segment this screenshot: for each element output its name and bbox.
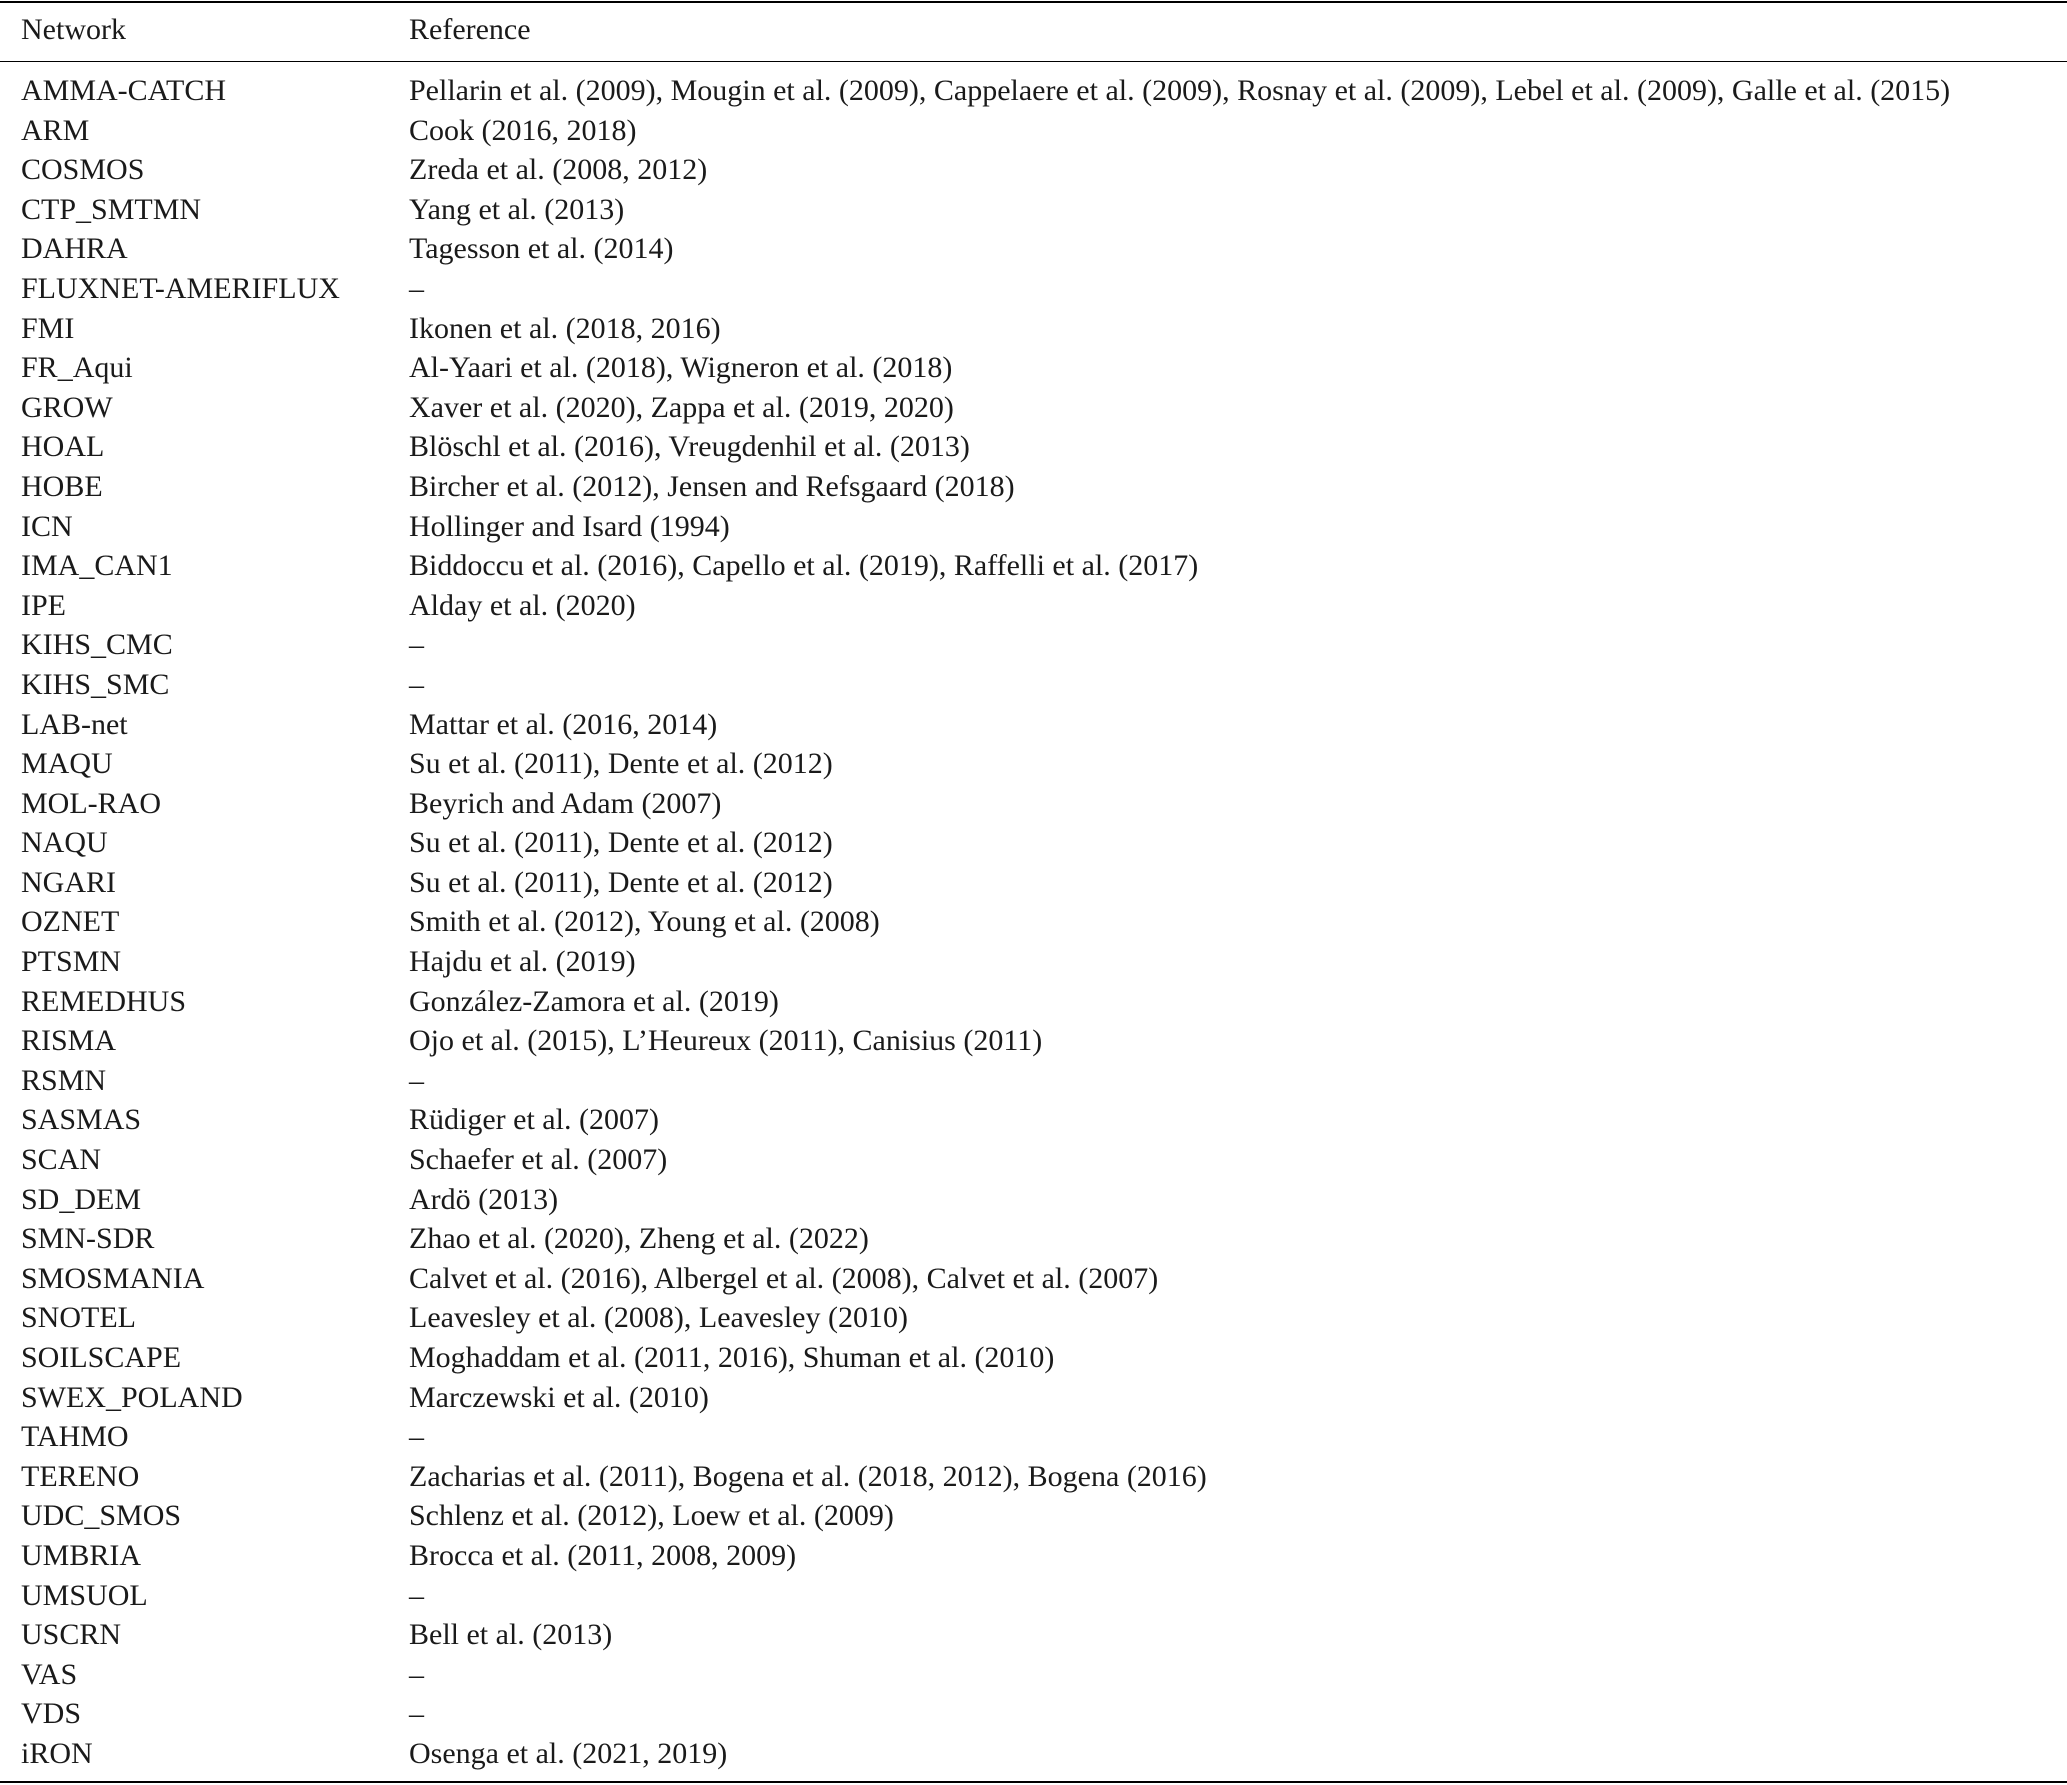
table-row <box>0 982 2067 1022</box>
reference-cell: – <box>409 667 424 701</box>
network-cell: SNOTEL <box>21 1301 136 1335</box>
reference-cell: Bircher et al. (2012), Jensen and Refsgaard (2018) <box>409 469 1015 503</box>
table-row <box>0 190 2067 230</box>
reference-cell: Su et al. (2011), Dente et al. (2012) <box>409 826 833 860</box>
network-cell: GROW <box>21 390 113 424</box>
table-row <box>0 784 2067 824</box>
table-row <box>0 1655 2067 1695</box>
table-row <box>0 1061 2067 1101</box>
network-cell: SMN-SDR <box>21 1222 155 1256</box>
header-reference: Reference <box>409 13 531 46</box>
table-row <box>0 269 2067 309</box>
reference-cell: – <box>409 1697 424 1731</box>
table-row <box>0 546 2067 586</box>
table-row <box>0 1576 2067 1616</box>
table-row <box>0 1536 2067 1576</box>
network-cell: HOAL <box>21 430 105 464</box>
reference-cell: Cook (2016, 2018) <box>409 113 637 147</box>
reference-cell: Su et al. (2011), Dente et al. (2012) <box>409 865 833 899</box>
network-cell: KIHS_SMC <box>21 667 170 701</box>
reference-cell: Ikonen et al. (2018, 2016) <box>409 311 721 345</box>
table-header <box>0 10 2067 50</box>
reference-cell: Pellarin et al. (2009), Mougin et al. (2009), Cappelaere et al. (2009), Rosnay et al. (2009), Lebel et al. (2009), Galle et al. (2015) <box>409 74 1951 107</box>
table-body <box>0 71 2067 1774</box>
table-row <box>0 1180 2067 1220</box>
network-cell: HOBE <box>21 469 103 503</box>
network-cell: DAHRA <box>21 232 128 266</box>
table-row <box>0 1140 2067 1180</box>
network-cell: UMBRIA <box>21 1538 142 1572</box>
reference-cell: Smith et al. (2012), Young et al. (2008) <box>409 905 880 939</box>
reference-cell: Hajdu et al. (2019) <box>409 945 636 979</box>
table-row <box>0 586 2067 626</box>
table-row <box>0 1734 2067 1774</box>
reference-cell: Schlenz et al. (2012), Loew et al. (2009) <box>409 1499 894 1533</box>
table-row <box>0 348 2067 388</box>
network-cell: AMMA-CATCH <box>21 74 227 107</box>
reference-cell: – <box>409 1578 424 1612</box>
network-cell: FR_Aqui <box>21 351 133 385</box>
network-cell: FMI <box>21 311 75 345</box>
table-row <box>0 467 2067 507</box>
table-row <box>0 1219 2067 1259</box>
reference-cell: Marczewski et al. (2010) <box>409 1380 709 1414</box>
network-cell: SASMAS <box>21 1103 142 1137</box>
network-cell: RSMN <box>21 1063 107 1097</box>
bottom-rule <box>0 1781 2067 1783</box>
table-row <box>0 388 2067 428</box>
reference-cell: Hollinger and Isard (1994) <box>409 509 730 543</box>
reference-cell: Osenga et al. (2021, 2019) <box>409 1736 728 1770</box>
network-cell: REMEDHUS <box>21 984 187 1018</box>
reference-cell: Zacharias et al. (2011), Bogena et al. (2018, 2012), Bogena (2016) <box>409 1459 1207 1493</box>
top-rule <box>0 1 2067 3</box>
reference-cell: Beyrich and Adam (2007) <box>409 786 722 820</box>
table-row <box>0 507 2067 547</box>
reference-cell: – <box>409 271 424 305</box>
network-cell: IMA_CAN1 <box>21 549 173 583</box>
network-cell: UMSUOL <box>21 1578 148 1612</box>
reference-cell: Brocca et al. (2011, 2008, 2009) <box>409 1538 797 1572</box>
reference-cell: – <box>409 1420 424 1454</box>
network-cell: TERENO <box>21 1459 140 1493</box>
reference-cell: Ardö (2013) <box>409 1182 559 1216</box>
table-row <box>0 823 2067 863</box>
reference-cell: – <box>409 628 424 662</box>
reference-cell: Bell et al. (2013) <box>409 1618 613 1652</box>
network-cell: UDC_SMOS <box>21 1499 182 1533</box>
table-row <box>0 1298 2067 1338</box>
reference-cell: Calvet et al. (2016), Albergel et al. (2008), Calvet et al. (2007) <box>409 1261 1159 1295</box>
reference-cell: – <box>409 1063 424 1097</box>
table-row <box>0 1259 2067 1299</box>
table-row <box>0 1021 2067 1061</box>
table-row <box>0 705 2067 745</box>
table-row <box>0 427 2067 467</box>
network-cell: VDS <box>21 1697 82 1731</box>
reference-cell: Al-Yaari et al. (2018), Wigneron et al. (2018) <box>409 351 953 385</box>
reference-cell: Rüdiger et al. (2007) <box>409 1103 659 1137</box>
table-row <box>0 1417 2067 1457</box>
network-cell: CTP_SMTMN <box>21 192 202 226</box>
reference-cell: Schaefer et al. (2007) <box>409 1143 668 1177</box>
reference-cell: Mattar et al. (2016, 2014) <box>409 707 718 741</box>
reference-cell: Yang et al. (2013) <box>409 192 625 226</box>
network-cell: MAQU <box>21 747 113 781</box>
table-row <box>0 1615 2067 1655</box>
table-row <box>0 1100 2067 1140</box>
reference-cell: Alday et al. (2020) <box>409 588 636 622</box>
reference-cell: Zreda et al. (2008, 2012) <box>409 153 708 187</box>
network-cell: SMOSMANIA <box>21 1261 205 1295</box>
network-cell: iRON <box>21 1736 93 1770</box>
table-row <box>0 229 2067 269</box>
table-row <box>0 942 2067 982</box>
network-cell: IPE <box>21 588 66 622</box>
table-row <box>0 1378 2067 1418</box>
reference-cell: González-Zamora et al. (2019) <box>409 984 779 1018</box>
network-cell: ICN <box>21 509 73 543</box>
table-row <box>0 1694 2067 1734</box>
network-cell: SD_DEM <box>21 1182 142 1216</box>
reference-cell: Blöschl et al. (2016), Vreugdenhil et al. (2013) <box>409 430 970 464</box>
table-row <box>0 902 2067 942</box>
network-cell: MOL-RAO <box>21 786 161 820</box>
header-network: Network <box>21 13 126 46</box>
network-cell: PTSMN <box>21 945 122 979</box>
network-cell: LAB-net <box>21 707 128 741</box>
table-row <box>0 863 2067 903</box>
network-cell: TAHMO <box>21 1420 129 1454</box>
table-row <box>0 1457 2067 1497</box>
reference-cell: – <box>409 1657 424 1691</box>
network-cell: SWEX_POLAND <box>21 1380 243 1414</box>
table-row <box>0 309 2067 349</box>
reference-cell: Moghaddam et al. (2011, 2016), Shuman et al. (2010) <box>409 1341 1055 1374</box>
network-cell: NAQU <box>21 826 108 860</box>
table-row <box>0 665 2067 705</box>
table-row <box>0 625 2067 665</box>
network-cell: KIHS_CMC <box>21 628 173 662</box>
network-cell: USCRN <box>21 1618 122 1652</box>
reference-cell: Biddoccu et al. (2016), Capello et al. (2019), Raffelli et al. (2017) <box>409 549 1199 583</box>
table-row <box>0 1338 2067 1378</box>
table-row <box>0 111 2067 151</box>
network-cell: RISMA <box>21 1024 117 1058</box>
table-row <box>0 744 2067 784</box>
network-cell: FLUXNET-AMERIFLUX <box>21 271 340 305</box>
reference-cell: Leavesley et al. (2008), Leavesley (2010) <box>409 1301 908 1335</box>
table-row <box>0 150 2067 190</box>
table-row <box>0 1496 2067 1536</box>
network-cell: ARM <box>21 113 90 147</box>
network-cell: NGARI <box>21 865 116 899</box>
table-row <box>0 71 2067 111</box>
reference-cell: Ojo et al. (2015), L’Heureux (2011), Canisius (2011) <box>409 1024 1043 1058</box>
reference-cell: Su et al. (2011), Dente et al. (2012) <box>409 747 833 781</box>
network-cell: COSMOS <box>21 153 145 187</box>
network-cell: VAS <box>21 1657 78 1691</box>
network-cell: SCAN <box>21 1143 102 1177</box>
reference-cell: Tagesson et al. (2014) <box>409 232 674 266</box>
header-rule <box>0 61 2067 62</box>
reference-cell: Xaver et al. (2020), Zappa et al. (2019, 2020) <box>409 390 954 424</box>
reference-cell: Zhao et al. (2020), Zheng et al. (2022) <box>409 1222 869 1256</box>
network-cell: OZNET <box>21 905 120 939</box>
network-cell: SOILSCAPE <box>21 1341 182 1374</box>
